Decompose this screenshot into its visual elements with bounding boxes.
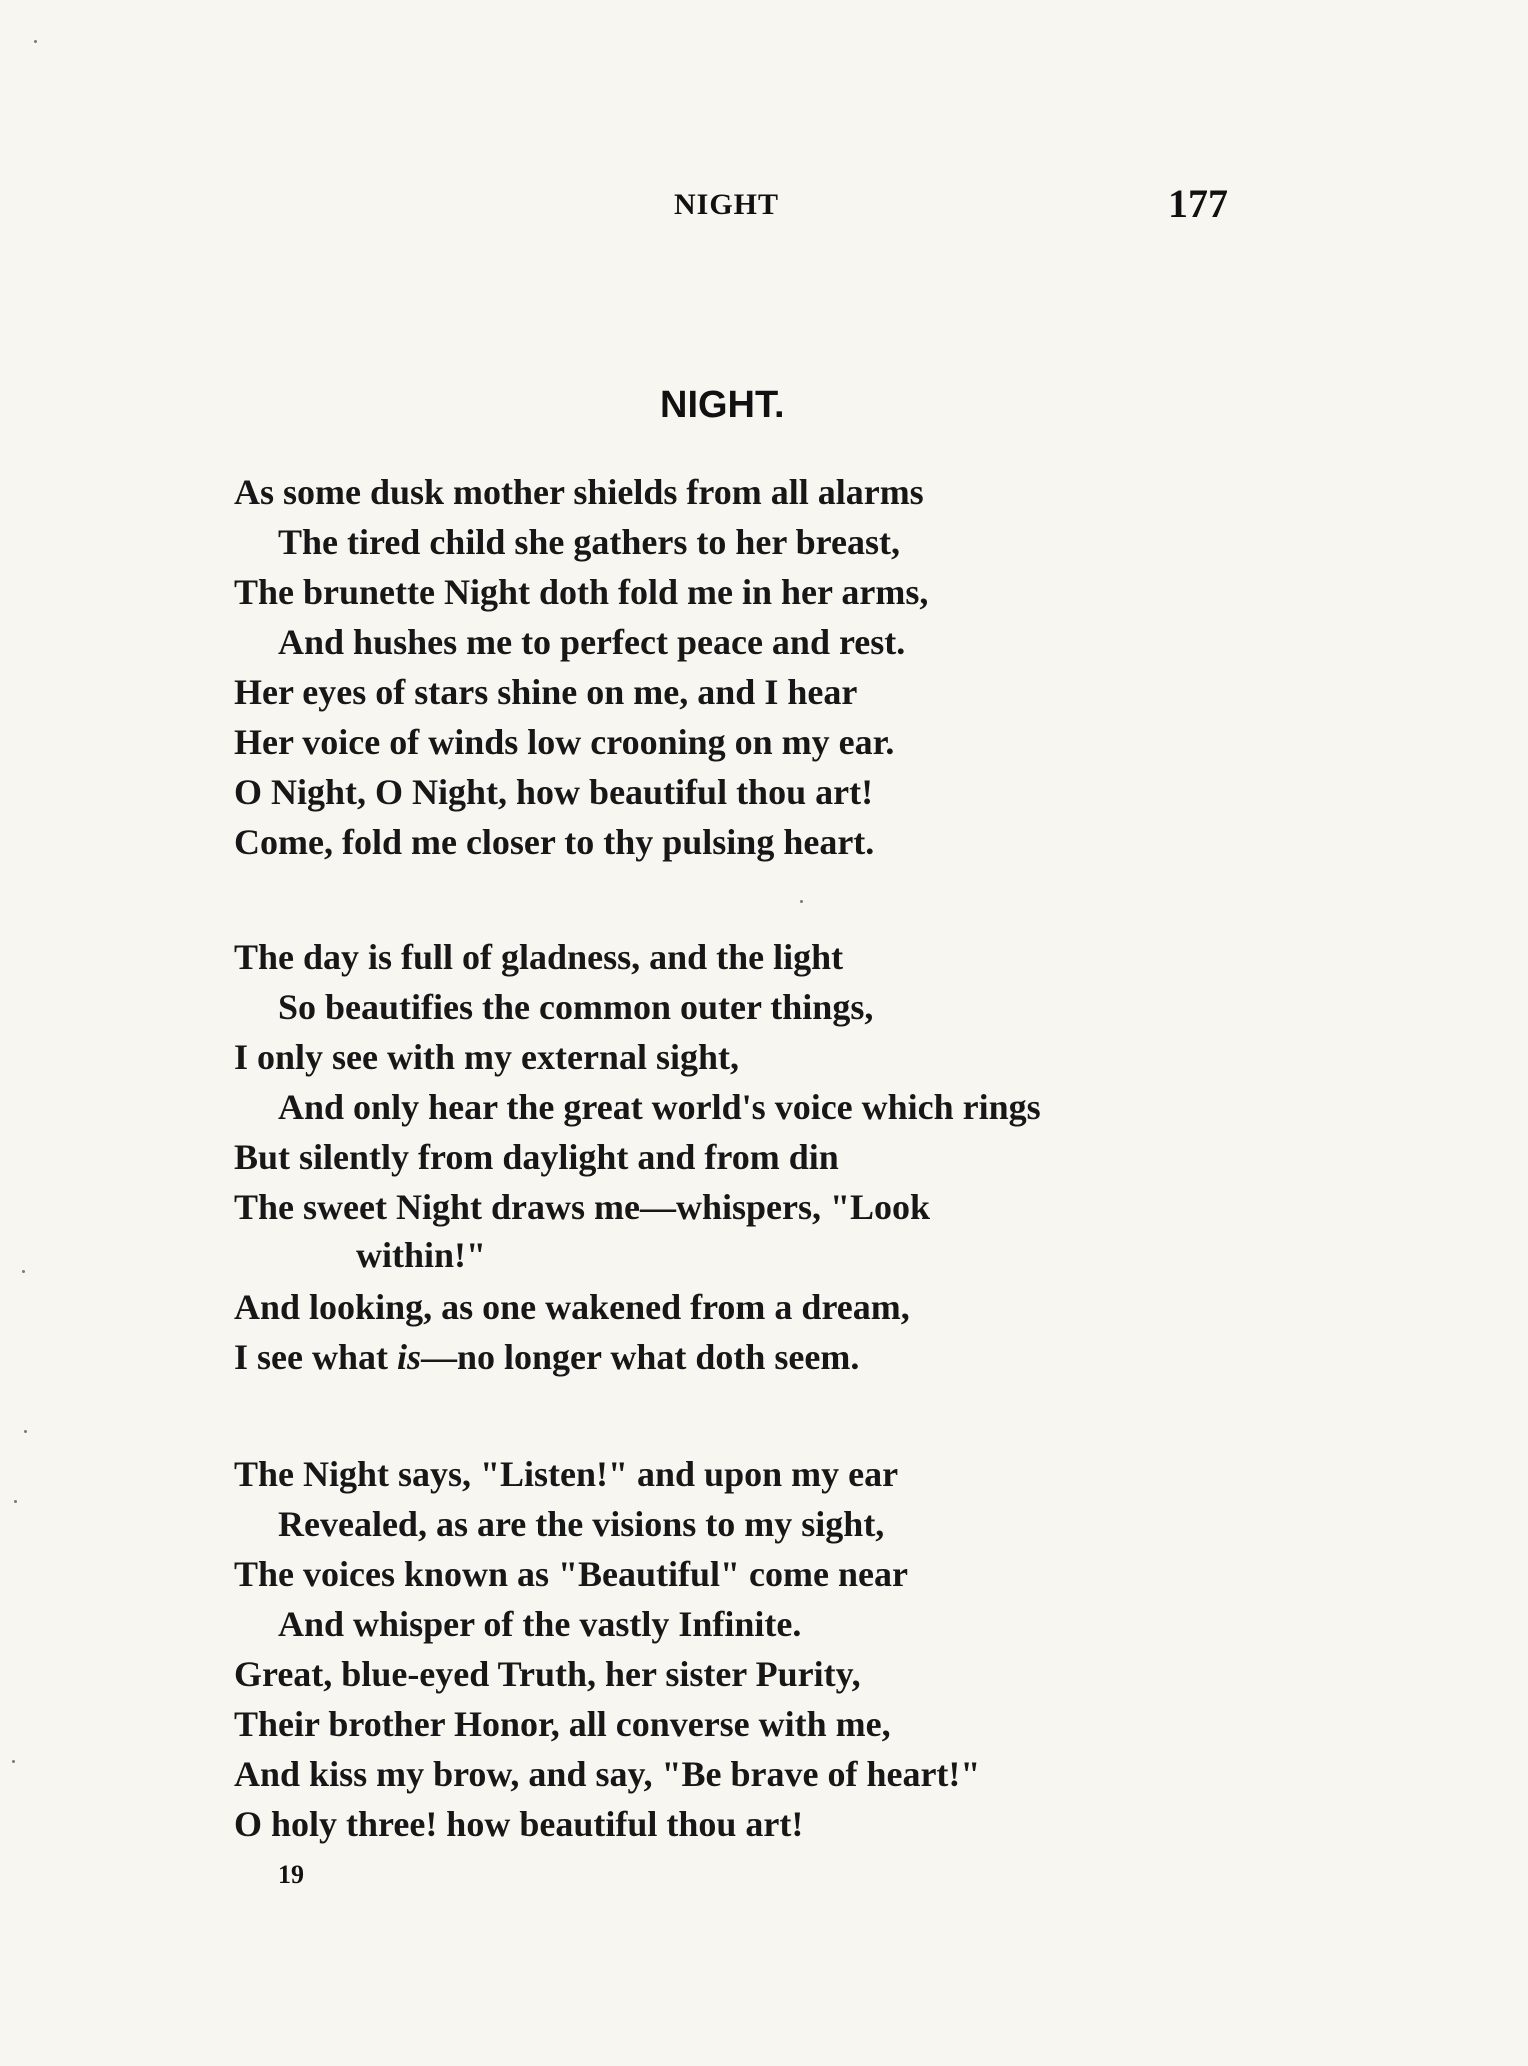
- poem-line: The brunette Night doth fold me in her arms,: [234, 572, 929, 612]
- poem-line: And only hear the great world's voice which rings: [278, 1087, 1041, 1127]
- poem-line: The voices known as "Beautiful" come near: [234, 1554, 908, 1594]
- paper-speck: [34, 40, 37, 43]
- poem-title: NIGHT.: [660, 384, 785, 426]
- poem-line: And whisper of the vastly Infinite.: [278, 1604, 802, 1644]
- poem-line-with-emphasis: [234, 1337, 859, 1377]
- poem-line: Their brother Honor, all converse with me,: [234, 1704, 891, 1744]
- poem-line: And looking, as one wakened from a dream,: [234, 1287, 910, 1327]
- poem-line: Revealed, as are the visions to my sight,: [278, 1504, 885, 1544]
- poem-line: The sweet Night draws me—whispers, "Look: [234, 1187, 930, 1227]
- poem-line: The day is full of gladness, and the light: [234, 937, 844, 977]
- poem-line: Come, fold me closer to thy pulsing heart.: [234, 822, 875, 862]
- poem-line: As some dusk mother shields from all alarms: [234, 472, 924, 512]
- running-head-title: NIGHT: [674, 188, 780, 221]
- poem-line: Her eyes of stars shine on me, and I hear: [234, 672, 858, 712]
- poem-line: But silently from daylight and from din: [234, 1137, 839, 1177]
- poem-line: The tired child she gathers to her breast,: [278, 522, 900, 562]
- poem-line: within!": [356, 1235, 487, 1275]
- paper-speck: [14, 1500, 17, 1503]
- paper-speck: [12, 1760, 15, 1763]
- emphasized-word: is: [396, 1337, 421, 1377]
- poem-line-part: I see what: [234, 1337, 397, 1377]
- signature-mark: 19: [278, 1860, 304, 1889]
- poem-line-part: —no longer what doth seem.: [421, 1337, 860, 1377]
- poem-line: And hushes me to perfect peace and rest.: [278, 622, 906, 662]
- paper-speck: [800, 900, 803, 903]
- poem-line: Great, blue-eyed Truth, her sister Purity,: [234, 1654, 861, 1694]
- poem-line: The Night says, "Listen!" and upon my ear: [234, 1454, 899, 1494]
- poem-line: O holy three! how beautiful thou art!: [234, 1804, 804, 1844]
- poem-line: I only see with my external sight,: [234, 1037, 739, 1077]
- paper-speck: [22, 1270, 25, 1273]
- poem-line: Her voice of winds low crooning on my ear.: [234, 722, 895, 762]
- page-number: 177: [1168, 181, 1228, 226]
- paper-speck: [24, 1430, 27, 1433]
- poem-line: So beautifies the common outer things,: [278, 987, 874, 1027]
- poem-line: O Night, O Night, how beautiful thou art!: [234, 772, 874, 812]
- poem-line: And kiss my brow, and say, "Be brave of heart!": [234, 1754, 981, 1794]
